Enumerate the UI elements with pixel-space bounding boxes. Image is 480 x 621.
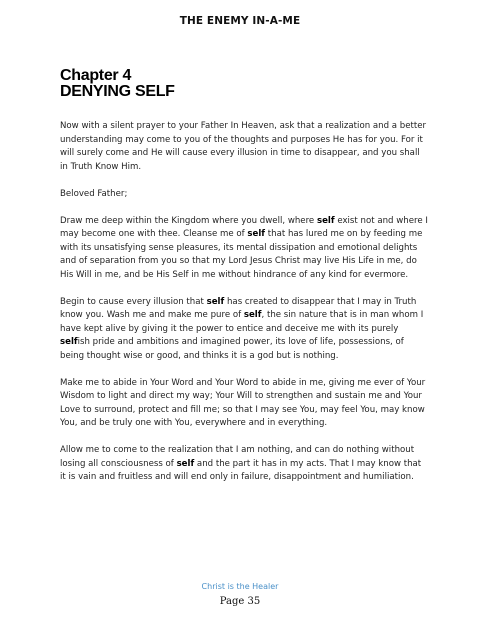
- page-number: Page 35: [219, 596, 261, 607]
- chapter-title: DENYING SELF: [60, 83, 175, 100]
- text-run: that has lured me on by feeding me with its unsatisfying sense pleasures, its mental dissipation and emotional delights and of separation from you so that my Lord Jesus Christ may live His Life in me, do His Will in me, and be His Self in me without hindrance of any kind for evermore.: [60, 229, 423, 280]
- footer-book-title: Christ is the Healer: [201, 582, 279, 591]
- chapter-body: [60, 120, 428, 498]
- text-run: has created to disappear that I may in Truth know you. Wash me and make me pure of: [60, 296, 417, 320]
- text-run: Draw me deep within the Kingdom where you dwell, where: [60, 215, 317, 226]
- emphasis-self: self: [60, 337, 78, 347]
- text-run: exist not and where I may become one with thee. Cleanse me of: [60, 215, 428, 239]
- emphasis-self: self: [247, 229, 266, 239]
- chapter-heading: [60, 68, 175, 100]
- emphasis-self: self: [243, 310, 262, 320]
- paragraph-prayer-4: [60, 444, 428, 485]
- text-run: Begin to cause every illusion that: [60, 296, 207, 307]
- paragraph-intro: Now with a silent prayer to your Father In Heaven, ask that a realization and a better understanding may come to you of the thoughts and purposes He has for you. For it will surely come and He will cause every illusion in time to disappear, and you shall in Truth Know Him.: [60, 121, 427, 172]
- text-run: and the part it has in my acts. That I may know that it is vain and fruitless and will end only in failure, disappointment and humiliation.: [60, 458, 422, 482]
- paragraph-prayer-2: [60, 296, 428, 364]
- paragraph-prayer-3: Make me to abide in Your Word and Your Word to abide in me, giving me ever of Your Wisdom to light and direct my way; Your Will to strengthen and sustain me and Your Love to surround, protect and fill me; so that I may see You, may feel You, may know You, and be truly one with You, everywhere and in everything.: [60, 377, 426, 428]
- emphasis-self: self: [316, 215, 335, 226]
- running-header-title: THE ENEMY IN-A-ME: [179, 15, 301, 27]
- emphasis-self: self: [176, 458, 195, 469]
- paragraph-salutation: Beloved Father;: [60, 188, 128, 199]
- text-run: , the sin nature that is in man whom I have kept alive by giving it the power to entice and deceive me with its purely: [60, 310, 424, 334]
- text-run: ish pride and ambitions and imagined power, its love of life, possessions, of being thought wise or good, and thinks it is a god but is nothing.: [60, 337, 404, 361]
- paragraph-prayer-1: [60, 215, 428, 283]
- text-run: Allow me to come to the realization that I am nothing, and can do nothing without losing all consciousness of: [60, 445, 415, 469]
- emphasis-self: self: [206, 296, 225, 307]
- chapter-number-label: Chapter 4: [60, 67, 132, 84]
